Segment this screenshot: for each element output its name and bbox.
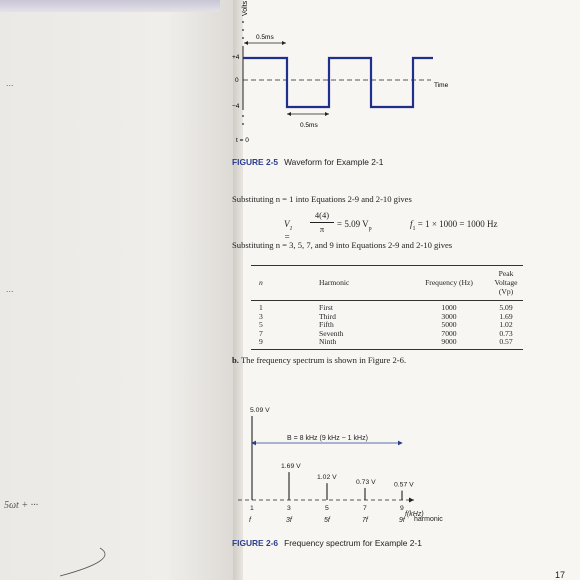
cell-harmonic: Third	[319, 311, 336, 321]
part-b-text: The frequency spectrum is shown in Figure 2-6.	[240, 355, 407, 365]
peak-label: 0.73 V	[356, 478, 376, 486]
spectrum-figure	[228, 395, 468, 535]
x-tick-label: 7	[363, 505, 367, 512]
v1-numerator: 4(4)	[314, 210, 330, 220]
harmonic-label: 5f	[324, 517, 330, 524]
cell-frequency: 5000	[441, 320, 457, 330]
header-frequency: Frequency (Hz)	[409, 266, 489, 301]
cell-frequency: 1000	[441, 303, 457, 312]
cell-n: 1	[259, 303, 263, 312]
time-label: Time	[434, 82, 449, 89]
period-label-bottom: 0.5ms	[300, 122, 318, 129]
left-ellipsis-2: ...	[6, 284, 14, 294]
x-tick-label: 3	[287, 505, 291, 512]
bandwidth-label: B = 8 kHz (9 kHz − 1 kHz)	[287, 435, 368, 442]
v1-subscript: 1	[289, 225, 293, 232]
peak-label: 5.09 V	[250, 407, 270, 415]
x-tick-label: 5	[325, 505, 329, 512]
f1-equation	[410, 219, 498, 232]
spectrum-bars	[252, 416, 402, 500]
f1-rest: = 1 × 1000 = 1000 Hz	[415, 219, 498, 229]
x-tick-label: 1	[250, 505, 254, 512]
table-row	[251, 321, 523, 330]
figure-2-5-number: FIGURE 2-5	[232, 157, 279, 167]
figure-2-6-number: FIGURE 2-6	[232, 538, 279, 548]
zero-level-label: 0	[235, 77, 239, 84]
cell-harmonic: Fifth	[319, 320, 334, 330]
v1-fraction-bar	[310, 222, 334, 223]
volts-axis-label: Volts	[242, 0, 249, 16]
bottom-level-label: −4	[232, 103, 240, 110]
peak-label: 1.69 V	[281, 463, 301, 471]
substitution-line-1: Substituting n = 1 into Equations 2-9 and 2-10 gives	[232, 194, 412, 204]
x-tick-label: 9	[400, 505, 404, 512]
x-unit-label: f(kHz)	[405, 511, 424, 518]
left-equation-fragment: 5ωt + ···	[4, 500, 39, 511]
cell-n: 5	[259, 320, 263, 330]
peak-label: 0.57 V	[394, 481, 414, 489]
cell-harmonic: Ninth	[289, 338, 409, 349]
f1-symbol: f	[410, 219, 413, 229]
table-row	[251, 330, 523, 339]
top-level-label: +4	[232, 54, 240, 61]
peak-label: 1.02 V	[317, 474, 337, 482]
harmonic-table	[251, 265, 523, 350]
cell-voltage: 1.69	[499, 311, 513, 321]
harmonic-label: 9f	[399, 517, 405, 524]
substitution-line-2: Substituting n = 3, 5, 7, and 9 into Equations 2-9 and 2-10 gives	[232, 240, 453, 250]
period-label-top: 0.5ms	[256, 34, 274, 41]
table-row	[251, 313, 523, 322]
cell-frequency: 9000	[409, 338, 489, 349]
header-harmonic: Harmonic	[289, 266, 409, 301]
cell-n: 9	[251, 338, 289, 349]
left-ellipsis-1: ...	[6, 78, 14, 88]
harmonic-label: f	[249, 517, 251, 524]
page-number: 17	[555, 570, 566, 580]
cell-harmonic: Seventh	[319, 328, 344, 338]
harmonic-label: 7f	[362, 517, 368, 524]
cell-frequency: 7000	[441, 328, 457, 338]
harmonic-label: 3f	[286, 517, 292, 524]
cell-frequency: 3000	[441, 311, 457, 321]
f1-subscript: 1	[412, 225, 416, 232]
part-b	[232, 355, 406, 365]
cell-voltage: 0.73	[499, 328, 513, 338]
v1-result: = 5.09 $V_p$	[337, 219, 372, 232]
spectrum-labels	[249, 407, 414, 524]
left-page	[0, 0, 238, 580]
waveform-figure	[228, 0, 468, 150]
v1-denominator: π	[319, 224, 325, 234]
cell-voltage: 1.02	[499, 320, 513, 330]
v1-symbol: V	[284, 219, 290, 229]
cell-n: 7	[259, 328, 263, 338]
header-n: n	[251, 266, 289, 301]
cell-n: 3	[259, 311, 263, 321]
cell-voltage: 0.57	[489, 338, 523, 349]
figure-2-5-caption	[232, 157, 383, 167]
cell-voltage: 5.09	[499, 303, 513, 312]
cell-harmonic: First	[319, 303, 333, 312]
figure-2-6-caption	[232, 538, 422, 548]
table-header-row	[251, 266, 523, 301]
table-row	[251, 338, 523, 349]
harmonic-word: harmonic	[414, 516, 443, 523]
header-peak-voltage: Peak Voltage (Vp)	[489, 266, 523, 301]
left-page-curve	[0, 0, 238, 580]
figure-2-6-title: Frequency spectrum for Example 2-1	[284, 538, 422, 548]
t0-label: t = 0	[236, 137, 249, 144]
square-wave	[243, 58, 433, 107]
part-b-label: b.	[232, 355, 239, 365]
table-row	[251, 301, 523, 313]
figure-2-5-title: Waveform for Example 2-1	[284, 157, 384, 167]
